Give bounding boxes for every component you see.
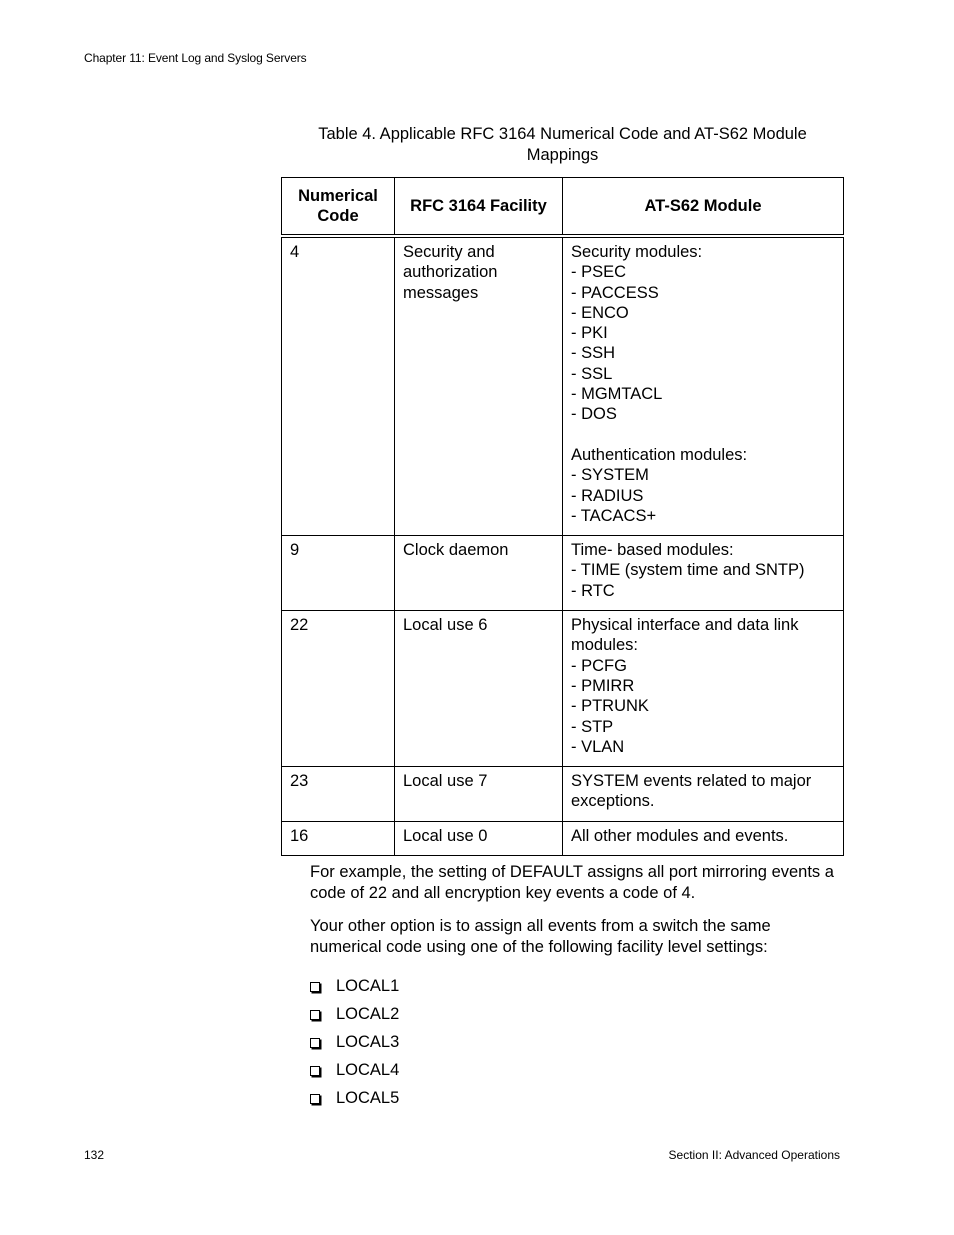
table-row: [282, 821, 844, 855]
cell-module: All other modules and events.: [563, 821, 844, 855]
facility-level-list: [310, 972, 399, 1112]
header-module: AT-S62 Module: [563, 178, 844, 237]
cell-module: Time- based modules: - TIME (system time and SNTP) - RTC: [563, 536, 844, 611]
list-item-label: LOCAL2: [336, 1004, 400, 1023]
facility-mapping-table: [281, 177, 844, 856]
cell-module: Security modules: - PSEC - PACCESS - ENCO - PKI - SSH - SSL - MGMTACL - DOS Authentication modules: - SYSTEM - RADIUS - TACACS+: [563, 236, 844, 536]
table-caption: [282, 124, 843, 166]
checkbox-bullet-icon: [310, 1038, 320, 1048]
cell-facility: Local use 6: [395, 611, 563, 767]
table-row: [282, 767, 844, 822]
cell-facility: Local use 7: [395, 767, 563, 822]
list-item-label: LOCAL5: [336, 1088, 400, 1107]
caption-line-1: Table 4. Applicable RFC 3164 Numerical Code and AT-S62 Module: [318, 125, 807, 143]
checkbox-bullet-icon: [310, 1010, 320, 1020]
checkbox-bullet-icon: [310, 1094, 320, 1104]
cell-code: 9: [282, 536, 395, 611]
table-row: [282, 536, 844, 611]
cell-facility: Local use 0: [395, 821, 563, 855]
cell-module: Physical interface and data link modules: - PCFG - PMIRR - PTRUNK - STP - VLAN: [563, 611, 844, 767]
table-header-row: [282, 178, 844, 237]
cell-code: 22: [282, 611, 395, 767]
cell-code: 23: [282, 767, 395, 822]
page-number: 132: [84, 1148, 105, 1162]
cell-code: 16: [282, 821, 395, 855]
cell-module: SYSTEM events related to major exceptions.: [563, 767, 844, 822]
list-item-label: LOCAL4: [336, 1060, 400, 1079]
paragraph-default-example: For example, the setting of DEFAULT assigns all port mirroring events a code of 22 and all encryption key events a code of 4.: [310, 863, 834, 902]
section-footer: Section II: Advanced Operations: [668, 1148, 840, 1162]
list-item: [310, 1000, 399, 1028]
list-item: [310, 1084, 399, 1112]
header-numerical-code: Numerical Code: [282, 178, 395, 237]
list-item: [310, 972, 399, 1000]
list-item: [310, 1028, 399, 1056]
cell-code: 4: [282, 236, 395, 536]
checkbox-bullet-icon: [310, 1066, 320, 1076]
table-row: [282, 611, 844, 767]
checkbox-bullet-icon: [310, 982, 320, 992]
list-item-label: LOCAL3: [336, 1032, 400, 1051]
cell-facility: Clock daemon: [395, 536, 563, 611]
list-item: [310, 1056, 399, 1084]
cell-facility: Security and authorization messages: [395, 236, 563, 536]
paragraph-other-option: Your other option is to assign all events from a switch the same numerical code using one of the following facility level settings:: [310, 917, 771, 956]
chapter-header: Chapter 11: Event Log and Syslog Servers: [84, 51, 307, 65]
table-row: [282, 236, 844, 536]
header-rfc-facility: RFC 3164 Facility: [395, 178, 563, 237]
caption-line-2: Mappings: [526, 146, 599, 164]
list-item-label: LOCAL1: [336, 976, 400, 995]
